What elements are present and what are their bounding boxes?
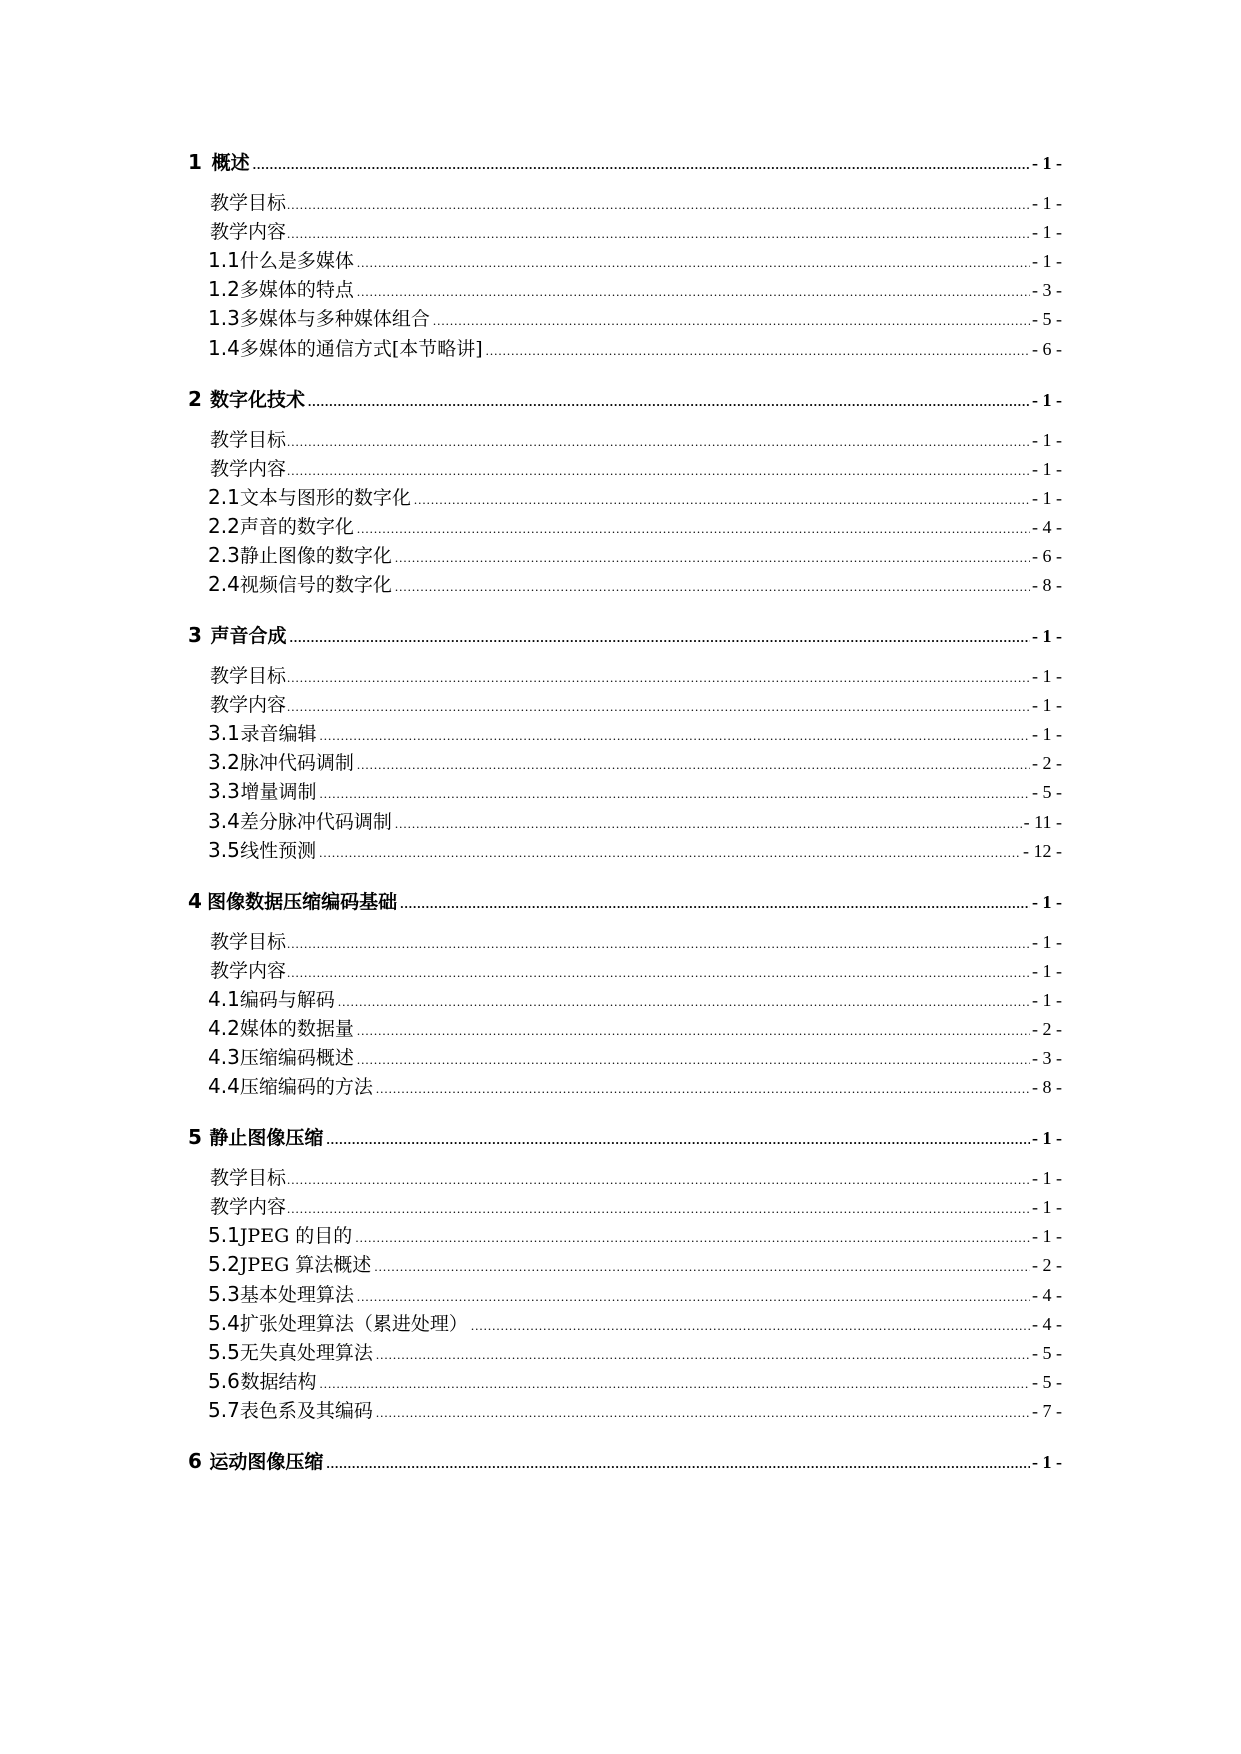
dot-leader: [374, 1259, 1030, 1275]
entry-number: 1.1: [208, 248, 240, 273]
toc-entry[interactable]: [188, 927, 1062, 957]
entry-page-number: - 8 -: [1032, 575, 1062, 595]
dot-leader: [326, 1456, 1030, 1472]
entry-page-number: - 1 -: [1032, 1168, 1062, 1189]
entry-title: 表色系及其编码: [239, 1399, 373, 1422]
toc-section-5-7[interactable]: [188, 1396, 1062, 1426]
entry-title: 增量调制: [240, 781, 317, 804]
entry-title: 教学内容: [210, 959, 287, 982]
entry-title: 概述: [211, 152, 250, 174]
dot-leader: [287, 699, 1030, 715]
dot-leader: [287, 1172, 1030, 1188]
entry-page-number: - 1 -: [1032, 1451, 1062, 1472]
entry-page-number: - 3 -: [1032, 1048, 1062, 1068]
entry-title: 压缩编码的方法: [239, 1076, 373, 1099]
entry-title: 教学目标: [210, 665, 287, 687]
entry-number: 4.2: [208, 1015, 240, 1040]
dot-leader: [319, 786, 1030, 802]
dot-leader: [400, 896, 1030, 912]
dot-leader: [290, 630, 1030, 646]
dot-leader: [287, 965, 1030, 981]
entry-page-number: - 5 -: [1032, 309, 1062, 330]
toc-entry[interactable]: [188, 956, 1062, 986]
toc-chapter-3[interactable]: [188, 621, 1062, 651]
entry-title: 教学内容: [210, 221, 287, 244]
dot-leader: [287, 936, 1030, 952]
dot-leader: [357, 284, 1030, 300]
dot-leader: [287, 1201, 1030, 1217]
toc-section-4-1[interactable]: [188, 985, 1062, 1015]
entry-page-number: - 1 -: [1032, 695, 1062, 716]
entry-page-number: - 1 -: [1032, 960, 1062, 981]
toc-section-2-3[interactable]: [188, 541, 1062, 571]
entry-number: 1: [188, 150, 202, 174]
toc-section-5-2[interactable]: [188, 1250, 1062, 1280]
dot-leader: [433, 313, 1030, 329]
entry-page-number: - 3 -: [1032, 280, 1062, 301]
toc-section-3-3[interactable]: [188, 777, 1062, 807]
entry-number: 3.2: [208, 750, 240, 775]
entry-number: 5.1: [208, 1223, 240, 1248]
entry-title: 什么是多媒体: [239, 250, 354, 273]
entry-number: 3.1: [208, 721, 240, 746]
entry-page-number: - 1 -: [1032, 1197, 1062, 1218]
entry-page-number: - 1 -: [1032, 429, 1062, 450]
dot-leader: [319, 728, 1030, 744]
toc-section-4-4[interactable]: [188, 1072, 1062, 1102]
entry-title: 运动图像压缩: [209, 1450, 324, 1473]
dot-leader: [395, 550, 1030, 566]
toc-section-2-2[interactable]: [188, 512, 1062, 542]
entry-title: 媒体的数据量: [239, 1017, 354, 1040]
entry-number: 5.3: [208, 1281, 240, 1306]
entry-title: 数据结构: [240, 1370, 317, 1393]
entry-page-number: - 4 -: [1032, 516, 1062, 537]
toc-chapter-4[interactable]: [188, 887, 1062, 917]
entry-page-number: - 1 -: [1032, 389, 1062, 410]
entry-title: 多媒体的特点: [239, 279, 354, 302]
entry-number: 4: [188, 888, 202, 913]
toc-section-3-5[interactable]: [188, 836, 1062, 866]
entry-page-number: - 12 -: [1023, 840, 1062, 861]
toc-section-5-4[interactable]: [188, 1309, 1062, 1339]
entry-number: 3: [188, 623, 202, 647]
entry-page-number: - 5 -: [1032, 1342, 1062, 1363]
toc-section-1-1[interactable]: [188, 246, 1062, 276]
entry-title: 多媒体的通信方式[本节略讲]: [239, 337, 483, 360]
entry-number: 5.7: [208, 1397, 240, 1422]
toc-entry[interactable]: [188, 217, 1062, 247]
entry-title: 图像数据压缩编码基础: [207, 890, 398, 913]
entry-page-number: - 1 -: [1032, 251, 1062, 272]
entry-title: 脉冲代码调制: [239, 752, 354, 775]
toc-section-1-3[interactable]: [188, 304, 1062, 334]
dot-leader: [471, 1318, 1030, 1334]
entry-title: 声音合成: [210, 625, 287, 647]
entry-number: 4.3: [208, 1045, 240, 1069]
entry-title: 教学目标: [210, 192, 287, 214]
dot-leader: [308, 394, 1030, 410]
entry-page-number: - 1 -: [1032, 989, 1062, 1010]
dot-leader: [395, 816, 1022, 832]
entry-title: 扩张处理算法（累进处理）: [239, 1312, 468, 1335]
entry-number: 5.4: [208, 1310, 240, 1335]
entry-number: 4.1: [208, 986, 240, 1011]
entry-title: 压缩编码概述: [239, 1047, 354, 1069]
entry-page-number: - 6 -: [1032, 338, 1062, 359]
entry-page-number: - 6 -: [1032, 545, 1062, 566]
dot-leader: [287, 434, 1030, 450]
dot-leader: [326, 1132, 1030, 1148]
toc-section-3-4[interactable]: [188, 807, 1062, 837]
entry-page-number: - 2 -: [1032, 1018, 1062, 1039]
dot-leader: [486, 343, 1030, 359]
dot-leader: [287, 197, 1030, 213]
entry-title: 数字化技术: [209, 388, 305, 411]
toc-entry[interactable]: [188, 425, 1062, 455]
dot-leader: [355, 1230, 1030, 1246]
entry-page-number: - 1 -: [1032, 891, 1062, 912]
entry-page-number: - 8 -: [1032, 1077, 1062, 1098]
toc-entry[interactable]: [188, 1163, 1062, 1193]
entry-number: 2.1: [208, 484, 240, 509]
entry-number: 2.2: [208, 513, 240, 538]
entry-number: 1.4: [208, 335, 240, 360]
toc-section-1-2[interactable]: [188, 275, 1062, 305]
entry-title: 编码与解码: [239, 988, 335, 1011]
entry-page-number: - 1 -: [1032, 153, 1062, 173]
entry-title: 无失真处理算法: [239, 1341, 373, 1364]
dot-leader: [414, 492, 1030, 508]
entry-title: 视频信号的数字化: [239, 574, 392, 596]
entry-page-number: - 1 -: [1032, 458, 1062, 479]
toc-section-3-2[interactable]: [188, 748, 1062, 778]
entry-page-number: - 5 -: [1032, 782, 1062, 803]
entry-title: JPEG 算法概述: [239, 1254, 372, 1277]
toc-chapter-1[interactable]: [188, 148, 1062, 178]
dot-leader: [287, 463, 1030, 479]
toc-section-1-4[interactable]: [188, 334, 1062, 364]
entry-number: 4.4: [208, 1074, 240, 1099]
entry-title: 教学目标: [210, 930, 287, 953]
entry-title: 教学内容: [210, 1196, 287, 1219]
dot-leader: [357, 521, 1030, 537]
entry-number: 1.3: [208, 306, 240, 331]
entry-title: 文本与图形的数字化: [239, 486, 411, 509]
entry-page-number: - 1 -: [1032, 222, 1062, 243]
dot-leader: [357, 1052, 1030, 1068]
entry-page-number: - 1 -: [1032, 193, 1062, 213]
toc-chapter-5[interactable]: [188, 1123, 1062, 1153]
dot-leader: [319, 1376, 1030, 1392]
dot-leader: [253, 157, 1030, 173]
entry-title: 教学内容: [210, 457, 287, 480]
dot-leader: [287, 670, 1030, 686]
entry-page-number: - 5 -: [1032, 1371, 1062, 1392]
toc-section-5-5[interactable]: [188, 1338, 1062, 1368]
toc-entry[interactable]: [188, 454, 1062, 484]
entry-page-number: - 4 -: [1032, 1284, 1062, 1305]
dot-leader: [357, 255, 1030, 271]
entry-page-number: - 1 -: [1032, 487, 1062, 508]
entry-number: 3.4: [208, 808, 240, 833]
entry-page-number: - 1 -: [1032, 1226, 1062, 1247]
toc-entry[interactable]: [188, 690, 1062, 720]
dot-leader: [287, 226, 1030, 242]
entry-title: 教学内容: [210, 694, 287, 717]
entry-page-number: - 1 -: [1032, 931, 1062, 952]
toc-section-3-1[interactable]: [188, 719, 1062, 749]
entry-number: 1.2: [208, 277, 240, 302]
entry-number: 3.3: [208, 779, 240, 804]
entry-page-number: - 2 -: [1032, 753, 1062, 774]
entry-number: 2.3: [208, 542, 240, 567]
entry-number: 2.4: [208, 572, 240, 596]
toc-chapter-6[interactable]: [188, 1447, 1062, 1477]
entry-page-number: - 4 -: [1032, 1313, 1062, 1334]
dot-leader: [376, 1347, 1030, 1363]
entry-number: 5: [188, 1125, 202, 1150]
entry-page-number: - 1 -: [1032, 724, 1062, 745]
entry-title: 基本处理算法: [239, 1283, 354, 1306]
toc-section-2-1[interactable]: [188, 483, 1062, 513]
dot-leader: [395, 579, 1030, 595]
entry-page-number: - 2 -: [1032, 1255, 1062, 1276]
dot-leader: [357, 757, 1030, 773]
entry-number: 5.5: [208, 1339, 240, 1364]
entry-title: 录音编辑: [240, 723, 317, 746]
dot-leader: [357, 1023, 1030, 1039]
entry-number: 5.2: [208, 1252, 240, 1277]
entry-page-number: - 1 -: [1032, 626, 1062, 646]
entry-number: 3.5: [208, 837, 240, 862]
toc-section-4-3[interactable]: [188, 1043, 1062, 1073]
toc-section-2-4[interactable]: [188, 570, 1062, 600]
entry-title: JPEG 的目的: [239, 1225, 353, 1248]
entry-page-number: - 11 -: [1023, 811, 1062, 832]
entry-title: 静止图像压缩: [209, 1127, 324, 1150]
dot-leader: [376, 1081, 1030, 1097]
dot-leader: [319, 845, 1021, 861]
entry-title: 多媒体与多种媒体组合: [239, 308, 430, 331]
entry-title: 声音的数字化: [239, 515, 354, 538]
toc-entry[interactable]: [188, 661, 1062, 691]
toc-entry[interactable]: [188, 1192, 1062, 1222]
toc-section-5-6[interactable]: [188, 1367, 1062, 1397]
entry-title: 教学目标: [210, 428, 287, 451]
entry-page-number: - 7 -: [1032, 1400, 1062, 1421]
dot-leader: [338, 994, 1030, 1010]
entry-page-number: - 1 -: [1032, 666, 1062, 686]
dot-leader: [357, 1289, 1030, 1305]
entry-title: 差分脉冲代码调制: [239, 810, 392, 833]
entry-title: 教学目标: [210, 1167, 287, 1190]
entry-number: 2: [188, 386, 202, 411]
toc-section-5-3[interactable]: [188, 1280, 1062, 1310]
entry-number: 5.6: [208, 1368, 240, 1393]
entry-title: 静止图像的数字化: [239, 544, 392, 567]
entry-number: 6: [188, 1448, 202, 1473]
toc-chapter-2[interactable]: [188, 385, 1062, 415]
entry-page-number: - 1 -: [1032, 1128, 1062, 1149]
toc-entry[interactable]: [188, 188, 1062, 218]
entry-title: 线性预测: [240, 839, 317, 862]
dot-leader: [376, 1405, 1030, 1421]
toc-section-4-2[interactable]: [188, 1014, 1062, 1044]
toc-section-5-1[interactable]: [188, 1221, 1062, 1251]
